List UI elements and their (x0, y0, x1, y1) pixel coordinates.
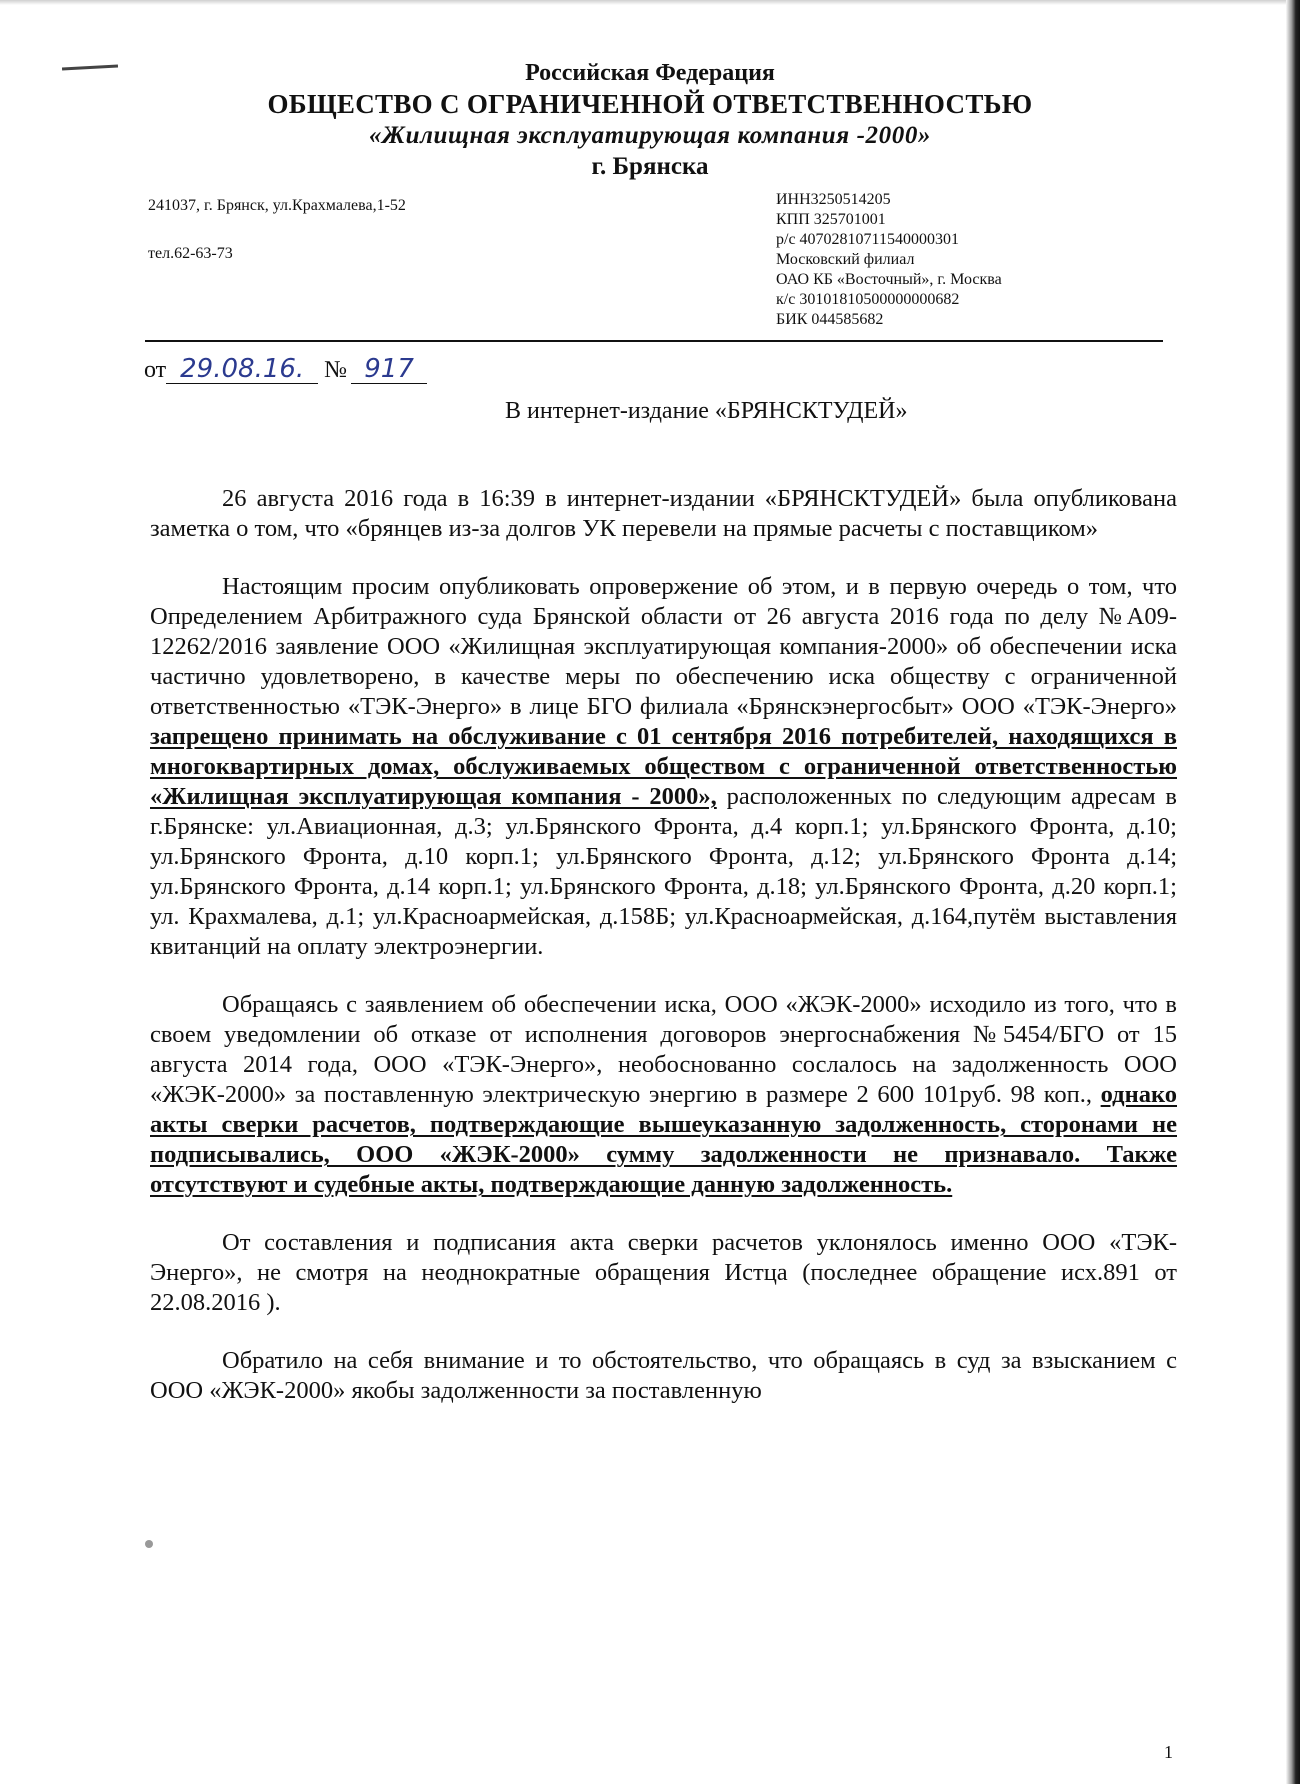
postal-address: 241037, г. Брянск, ул.Крахмалева,1-52 (148, 197, 406, 214)
date-prefix: от (144, 357, 167, 383)
paragraph-2-emphasis: запрещено принимать на обслуживание с 01 сентября 2016 потребителей, находящихся в многоквартирных домах, обслуживаемых обществом с ограниченной ответственностью «Жилищная эксплуатирующая компания - 2000», (150, 723, 1177, 810)
paragraph-3-emphasis: однако акты сверки расчетов, подтверждающие вышеуказанную задолженность, сторонами не подписывались, ООО «ЖЭК-2000» сумму задолженности не признавало. Также отсутствуют и судебные акты, подтверждающие данную задолженность. (150, 1081, 1177, 1198)
paragraph-4: От составления и подписания акта сверки расчетов уклонялось именно ООО «ТЭК-Энерго», не смотря на неоднократные обращения Истца (последнее обращение исх.891 от 22.08.2016 ). (150, 1229, 1177, 1316)
paragraph-3-start: Обращаясь с заявлением об обеспечении иска, ООО «ЖЭК-2000» исходило из того, что в своем уведомлении об отказе от исполнения договоров энергоснабжения №5454/БГО от 15 августа 2014 года, ООО «ТЭК-Энерго», необоснованно сослалось на задолженность ООО «ЖЭК-2000» за поставленную электрическую энергию в размере 2 600 101руб. 98 коп., (150, 991, 1177, 1108)
country-line: Российская Федерация (525, 60, 775, 86)
letterhead (0, 58, 1300, 182)
paragraph-1: 26 августа 2016 года в 16:39 в интернет-издании «БРЯНСКТУДЕЙ» была опубликована заметка о том, что «брянцев из-за долгов УК перевели на прямые расчеты с поставщиком» (150, 485, 1177, 542)
handwritten-date: 29.08.16. (166, 355, 318, 384)
bank-branch: Московский филиал (776, 251, 915, 268)
letter-body (150, 484, 1177, 1434)
scan-top-edge (0, 0, 1300, 5)
bank-details (776, 190, 1002, 330)
bank-name: ОАО КБ «Восточный», г. Москва (776, 271, 1002, 288)
correspondent-account: к/с 30101810500000000682 (776, 291, 960, 308)
bik: БИК 044585682 (776, 311, 884, 328)
inn: ИНН3250514205 (776, 191, 891, 208)
number-prefix: № (324, 357, 348, 383)
org-name-line: «Жилищная эксплуатирующая компания -2000» (368, 122, 932, 149)
paragraph-5: Обратило на себя внимание и то обстоятельство, что обращаясь в суд за взысканием с ООО «ЖЭК-2000» якобы задолженности за поставленную (150, 1347, 1177, 1404)
paragraph-2 (150, 572, 1177, 962)
phone-number: тел.62-63-73 (148, 245, 233, 262)
header-divider (145, 340, 1163, 342)
paragraph-2-addresses: расположенных по следующим адресам в г.Брянске: ул.Авиационная, д.3; ул.Брянского Фронта, д.4 корп.1; ул.Брянского Фронта, д.10; ул.Брянского Фронта, д.10 корп.1; ул.Брянского Фронта, д.12; ул.Брянского Фронта д.14; ул.Брянского Фронта, д.14 корп.1; ул.Брянского Фронта, д.18; ул.Брянского Фронта, д.20 корп.1; ул. Крахмалева, д.1; ул.Красноармейская, д.158Б; ул.Красноармейская, д.164,путём выставления квитанций на оплату электроэнергии. (150, 783, 1177, 960)
org-type-line: ОБЩЕСТВО С ОГРАНИЧЕННОЙ ОТВЕТСТВЕННОСТЬЮ (267, 89, 1033, 119)
page-number: 1 (1164, 1742, 1173, 1762)
handwritten-number: 917 (351, 355, 427, 384)
hole-punch-speck (145, 1540, 153, 1548)
city-line: г. Брянска (591, 153, 709, 180)
scan-right-edge (1286, 0, 1300, 1784)
recipient-line: В интернет-издание «БРЯНСКТУДЕЙ» (505, 398, 908, 424)
paragraph-3 (150, 990, 1177, 1200)
settlement-account: р/с 40702810711540000301 (776, 231, 959, 248)
paragraph-2-start: Настоящим просим опубликовать опровержение об этом, и в первую очередь о том, что Определением Арбитражного суда Брянской области от 26 августа 2016 года по делу №А09-12262/2016 заявление ООО «Жилищная эксплуатирующая компания-2000» об обеспечении иска частично удовлетворено, в качестве меры по обеспечению иска обществу с ограниченной ответственностью «ТЭК-Энерго» в лице БГО филиала «Брянскэнергосбыт» ООО «ТЭК-Энерго» (150, 573, 1177, 720)
outgoing-reference (144, 355, 427, 384)
kpp: КПП 325701001 (776, 211, 886, 228)
